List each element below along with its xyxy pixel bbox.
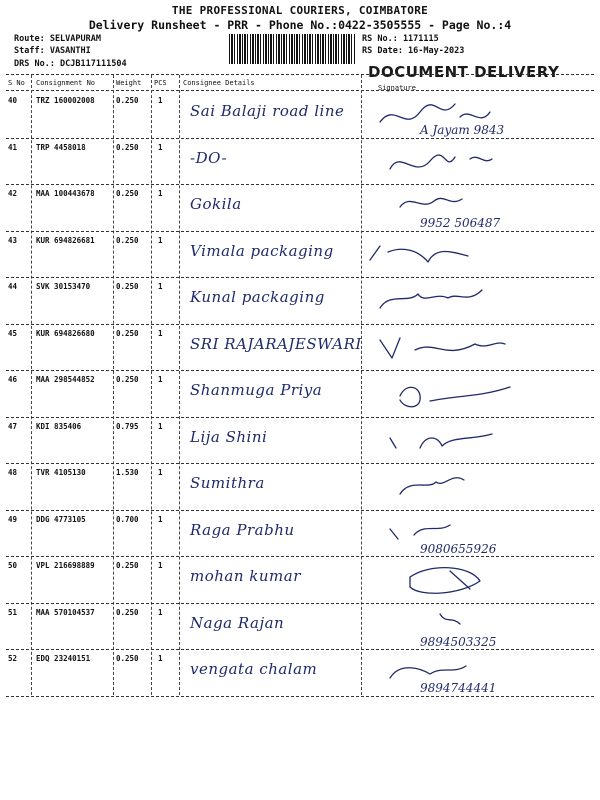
row-weight: 0.250	[116, 235, 139, 245]
row-consignee-handwritten: SRI RAJARAJESWARI	[190, 334, 362, 353]
signature-scribble	[360, 92, 590, 138]
signature-scribble	[360, 650, 590, 696]
row-signature	[360, 604, 590, 650]
signature-stroke	[390, 525, 450, 539]
signature-text: 9894744441	[420, 681, 497, 695]
row-pieces: 1	[158, 96, 163, 105]
row-consignee-handwritten: Gokila	[190, 195, 242, 213]
runsheet-row	[0, 511, 600, 557]
row-consignment-number: MAA 100443678	[36, 189, 95, 198]
runsheet-subtitle: Delivery Runsheet - PRR - Phone No.:0422-3505555 - Page No.:4	[88, 18, 512, 32]
col-head-weight: Weight	[116, 79, 142, 87]
row-signature	[360, 650, 590, 696]
signature-stroke	[390, 434, 492, 448]
row-consignee-handwritten: Raga Prabhu	[190, 520, 295, 539]
signature-stroke	[370, 246, 468, 262]
row-consignment-number: MAA 570104537	[36, 607, 95, 617]
row-weight: 0.795	[116, 421, 139, 431]
signature-stroke	[400, 478, 464, 494]
rs-number: RS No.: 1171115	[362, 34, 439, 44]
row-consignee-handwritten: Sai Balaji road line	[190, 102, 345, 120]
signature-text: 9080655926	[420, 541, 497, 556]
runsheet-row	[0, 650, 600, 696]
row-pieces: 1	[158, 235, 163, 245]
col-head-pcs: PCS	[154, 79, 167, 87]
signature-scribble	[360, 185, 590, 231]
row-consignment-number: EDQ 23240151	[36, 654, 91, 663]
row-serial-number: 46	[8, 375, 18, 384]
runsheet-row	[0, 325, 600, 371]
rs-date: RS Date: 16-May-2023	[362, 46, 465, 56]
row-consignee-handwritten: Kunal packaging	[190, 288, 325, 306]
row-serial-number: 44	[8, 282, 18, 291]
runsheet-row	[0, 232, 600, 278]
runsheet-row	[0, 557, 600, 603]
row-pieces: 1	[158, 282, 163, 291]
row-serial-number: 45	[8, 328, 18, 338]
signature-stroke	[390, 155, 492, 169]
row-signature	[360, 92, 590, 138]
signature-scribble	[360, 464, 590, 510]
row-signature	[360, 511, 590, 557]
row-consignment-number: TRP 4458018	[36, 142, 86, 152]
row-weight: 0.250	[116, 142, 139, 152]
barcode	[229, 34, 355, 64]
signature-stroke	[380, 290, 482, 308]
row-consignment-number: TVR 4105130	[36, 468, 86, 477]
col-head-sno: S No	[8, 79, 25, 87]
col-head-consignee: Consignee Details	[183, 79, 255, 87]
signature-scribble	[360, 232, 590, 278]
signature-stroke	[410, 568, 480, 594]
row-weight: 0.700	[116, 514, 139, 524]
signature-scribble	[360, 139, 590, 185]
row-weight: 0.250	[116, 607, 139, 617]
row-consignee-handwritten: mohan kumar	[190, 567, 301, 585]
runsheet-title: THE PROFESSIONAL COURIERS, COIMBATORE	[171, 4, 429, 17]
row-signature	[360, 371, 590, 417]
row-consignee-handwritten: Sumithra	[190, 474, 265, 492]
signature-stroke	[380, 338, 505, 358]
row-signature	[360, 325, 590, 371]
row-pieces: 1	[158, 142, 163, 152]
runsheet-row	[0, 139, 600, 185]
signature-stroke	[390, 666, 466, 678]
row-signature	[360, 232, 590, 278]
col-head-consignment: Consignment No	[36, 79, 96, 87]
signature-scribble	[360, 325, 590, 371]
row-serial-number: 48	[8, 468, 18, 477]
row-weight: 0.250	[116, 654, 139, 663]
signature-stroke	[440, 614, 460, 624]
row-serial-number: 52	[8, 654, 18, 663]
row-consignment-number: VPL 216698889	[36, 561, 95, 570]
runsheet-row	[0, 185, 600, 231]
runsheet-row	[0, 604, 600, 650]
row-consignment-number: TRZ 160002008	[36, 96, 95, 105]
row-consignee-handwritten: Vimala packaging	[190, 241, 334, 260]
signature-stroke	[400, 387, 510, 407]
row-serial-number: 47	[8, 421, 18, 431]
row-serial-number: 41	[8, 142, 18, 152]
signature-scribble	[360, 511, 590, 557]
runsheet-row	[0, 278, 600, 324]
row-weight: 0.250	[116, 96, 139, 105]
row-serial-number: 43	[8, 235, 18, 245]
row-consignee-handwritten: Naga Rajan	[190, 613, 285, 632]
row-serial-number: 51	[8, 607, 18, 617]
row-consignment-number: KUR 694826681	[36, 235, 95, 245]
row-signature	[360, 139, 590, 185]
signature-scribble	[360, 604, 590, 650]
row-pieces: 1	[158, 514, 163, 524]
signature-scribble	[360, 557, 590, 603]
row-weight: 0.250	[116, 561, 139, 570]
row-pieces: 1	[158, 328, 163, 338]
runsheet-row	[0, 464, 600, 510]
col-head-signature: Signature	[378, 84, 416, 92]
document-delivery-stamp: DOCUMENT DELIVERY	[368, 63, 560, 81]
signature-stroke	[400, 198, 462, 207]
row-signature	[360, 557, 590, 603]
row-signature	[360, 418, 590, 464]
row-separator	[6, 696, 594, 697]
runsheet-row	[0, 418, 600, 464]
row-serial-number: 40	[8, 96, 18, 105]
runsheet-row	[0, 371, 600, 417]
row-weight: 0.250	[116, 328, 139, 338]
row-serial-number: 50	[8, 561, 18, 570]
header-bottom-rule	[6, 90, 594, 91]
row-consignment-number: KUR 694826680	[36, 328, 95, 338]
drs-number: DRS No.: DCJB117111504	[14, 59, 127, 69]
row-signature	[360, 185, 590, 231]
row-weight: 0.250	[116, 282, 139, 291]
row-weight: 0.250	[116, 375, 139, 384]
row-serial-number: 49	[8, 514, 18, 524]
signature-scribble	[360, 418, 590, 464]
row-weight: 0.250	[116, 189, 139, 198]
signature-text: A Jayam 9843	[420, 123, 505, 137]
row-pieces: 1	[158, 654, 163, 663]
staff-label: Staff: VASANTHI	[14, 46, 91, 56]
signature-text: 9894503325	[420, 634, 497, 649]
row-pieces: 1	[158, 189, 163, 198]
row-consignment-number: MAA 298544852	[36, 375, 95, 384]
runsheet-row	[0, 92, 600, 138]
row-signature	[360, 464, 590, 510]
row-pieces: 1	[158, 561, 163, 570]
row-consignment-number: SVK 30153470	[36, 282, 91, 291]
route-label: Route: SELVAPURAM	[14, 34, 101, 44]
signature-scribble	[360, 278, 590, 324]
signature-scribble	[360, 371, 590, 417]
row-consignee-handwritten: Lija Shini	[190, 427, 268, 446]
row-pieces: 1	[158, 468, 163, 477]
row-pieces: 1	[158, 607, 163, 617]
row-pieces: 1	[158, 421, 163, 431]
row-pieces: 1	[158, 375, 163, 384]
row-consignment-number: KDI 835406	[36, 421, 82, 431]
row-consignee-handwritten: Shanmuga Priya	[190, 381, 323, 399]
row-consignee-handwritten: vengata chalam	[190, 660, 318, 678]
row-consignment-number: DDG 4773105	[36, 514, 86, 524]
header-top-rule	[6, 74, 594, 75]
row-consignee-handwritten: -DO-	[190, 148, 228, 167]
signature-text: 9952 506487	[420, 216, 501, 230]
signature-stroke	[380, 104, 490, 122]
row-signature	[360, 278, 590, 324]
row-weight: 1.530	[116, 468, 139, 477]
row-serial-number: 42	[8, 189, 18, 198]
